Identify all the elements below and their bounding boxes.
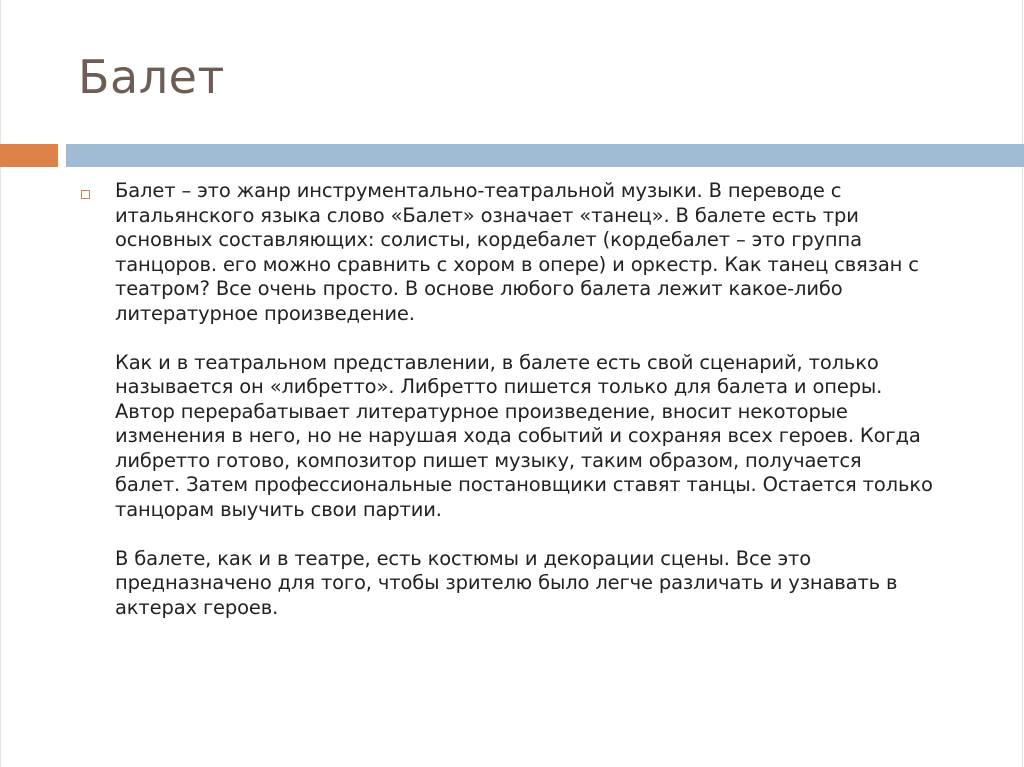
hollow-square-bullet-icon (81, 190, 90, 199)
slide-title: Балет (78, 50, 225, 104)
paragraph-costumes: В балете, как и в театре, есть костюмы и декорации сцены. Все это предназначено для того, чтобы зрителю было легче различать и узнавать в актерах героев. (115, 546, 898, 619)
orange-accent-block (0, 144, 58, 167)
slide-left-border (0, 0, 1, 767)
blue-divider-bar (66, 144, 1024, 167)
slide-body-text (115, 179, 985, 645)
paragraph-libretto: Как и в театральном представлении, в балете есть свой сценарий, только называется он «либретто». Либретто пишется только для балета и оперы. Автор перерабатывает литературное произведение, вносит некоторые изменения в него, но не нарушая хода событий и сохраняя всех героев. Когда либретто готово, композитор пишет музыку, таким образом, получается балет. Затем профессиональные постановщики ставят танцы. Остается только танцорам выучить свои партии. (115, 350, 933, 521)
paragraph-intro: Балет – это жанр инструментально-театральной музыки. В переводе с итальянского языка слово «Балет» означает «танец». В балете есть три основных составляющих: солисты, кордебалет (кордебалет – это группа танцоров. его можно сравнить с хором в опере) и оркестр. Как танец связан с театром? Все очень просто. В основе любого балета лежит какое-либо литературное произведение. (115, 179, 919, 325)
slide-right-border (1022, 0, 1023, 767)
